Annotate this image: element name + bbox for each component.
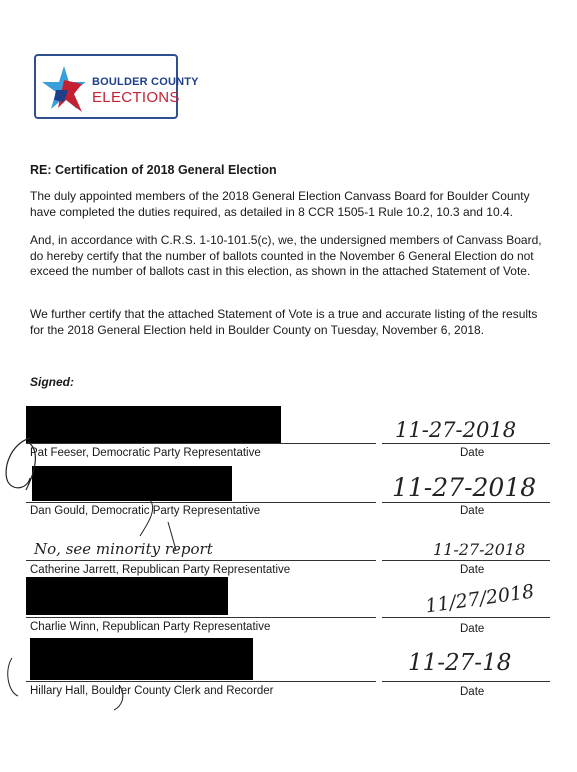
date-label: Date bbox=[460, 686, 485, 698]
boulder-county-elections-logo bbox=[34, 54, 199, 119]
paragraph-certify-statement: We further certify that the attached Statement of Vote is a true and accurate listing of the results for the 2018 General Election held in Boulder County on Tuesday, November 6, 2018. bbox=[30, 307, 538, 337]
signed-label: Signed: bbox=[30, 375, 74, 389]
date-label: Date bbox=[460, 505, 485, 517]
signatory-name: Hillary Hall, Boulder County Clerk and Recorder bbox=[30, 685, 274, 697]
signature-scribble bbox=[0, 430, 577, 720]
signatory-name: Catherine Jarrett, Republican Party Representative bbox=[30, 564, 291, 576]
handwritten-date: 11/27/2018 bbox=[424, 580, 536, 618]
date-label: Date bbox=[460, 623, 485, 635]
date-label: Date bbox=[460, 564, 485, 576]
handwritten-date: 11-27-2018 bbox=[392, 473, 537, 502]
star-logo-icon bbox=[38, 60, 94, 116]
signatory-name: Charlie Winn, Republican Party Representative bbox=[30, 621, 271, 633]
logo-text-elections: ELECTIONS bbox=[92, 89, 180, 106]
handwritten-date: 11-27-2018 bbox=[433, 540, 526, 559]
signatory-name: Pat Feeser, Democratic Party Representative bbox=[30, 447, 261, 459]
signatory-name: Dan Gould, Democratic Party Representative bbox=[30, 505, 261, 517]
logo-text-county: BOULDER COUNTY bbox=[92, 76, 199, 88]
handwritten-note: No, see minority report bbox=[34, 540, 213, 558]
paragraph-certify-ballots: And, in accordance with C.R.S. 1-10-101.5(c), we, the undersigned members of Canvass Board, do hereby certify that the number of ballots counted in the November 6 General Election do not exceed the number of ballots cast in this election, as shown in the attached Statement of Vote. bbox=[30, 233, 542, 279]
paragraph-duties: The duly appointed members of the 2018 General Election Canvass Board for Boulder County have completed the duties required, as detailed in 8 CCR 1505-1 Rule 10.2, 10.3 and 10.4. bbox=[30, 189, 530, 219]
handwritten-date: 11-27-18 bbox=[408, 650, 512, 676]
handwritten-date: 11-27-2018 bbox=[395, 418, 517, 442]
subject-line: RE: Certification of 2018 General Election bbox=[30, 163, 277, 177]
date-label: Date bbox=[460, 447, 485, 459]
